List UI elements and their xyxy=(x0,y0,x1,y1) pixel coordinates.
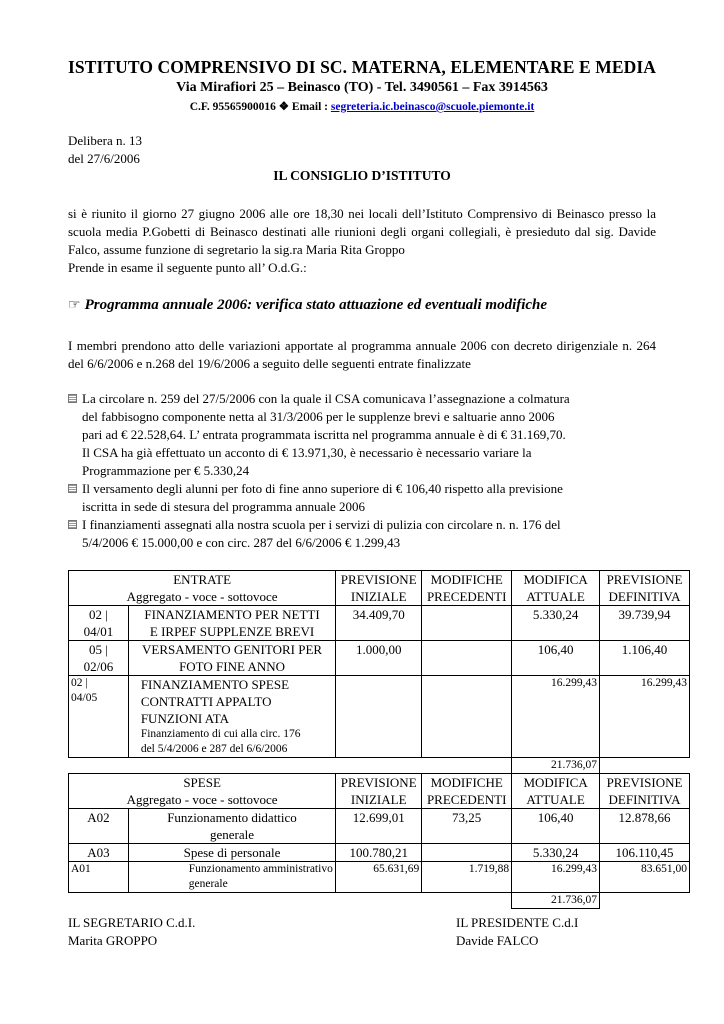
spacer xyxy=(69,893,512,909)
total-row xyxy=(69,893,690,909)
row-code: A03 xyxy=(69,844,129,862)
spese-table xyxy=(68,773,690,909)
desc-line: E IRPEF SUPPLENZE BREVI xyxy=(149,624,315,639)
cell-attuale: 5.330,24 xyxy=(512,844,600,862)
cell-attuale: 106,40 xyxy=(512,641,600,676)
cell-iniziale xyxy=(336,676,422,758)
table-row xyxy=(69,606,690,641)
secretary-role: IL SEGRETARIO C.d.I. xyxy=(68,915,196,930)
row-code: A01 xyxy=(69,862,129,893)
desc-note: Finanziamento di cui alla circ. 176 xyxy=(140,728,301,740)
president-role: IL PRESIDENTE C.d.I xyxy=(456,915,579,930)
table-header-row xyxy=(69,571,690,606)
header-label: ATTUALE xyxy=(526,589,585,604)
entrate-header xyxy=(69,571,336,606)
header-modifiche-precedenti xyxy=(422,571,512,606)
list-item xyxy=(68,480,668,516)
entrate-table xyxy=(68,570,690,774)
spese-header xyxy=(69,774,336,809)
body-paragraph: I membri prendono atto delle variazioni apportate al programma annuale 2006 con decreto dirigenziale n. 264 del 6/6/2006 e n.268 del 19/6/2006 a seguito delle seguenti entrate finalizzate xyxy=(68,338,656,371)
header-label: PREVISIONE xyxy=(606,775,683,790)
row-code xyxy=(69,606,129,641)
header-label: ENTRATE xyxy=(173,572,232,587)
table-row xyxy=(69,641,690,676)
spacer xyxy=(600,758,690,774)
bullet-line: pari ad € 22.528,64. L’ entrata programmata iscritta nel programma annuale è di € 31.169,70. xyxy=(82,427,566,442)
school-address: Via Mirafiori 25 – Beinasco (TO) - Tel. 3490561 – Fax 3914563 xyxy=(176,80,548,95)
header-modifica-attuale xyxy=(512,774,600,809)
school-contacts xyxy=(0,99,724,113)
desc-line: generale xyxy=(209,827,255,842)
bullet-icon xyxy=(68,484,77,493)
bullet-icon xyxy=(68,394,77,403)
header-label: MODIFICHE xyxy=(430,572,503,587)
pointing-hand-icon: ☞ xyxy=(68,298,81,313)
table-row xyxy=(69,844,690,862)
code-part: 02/06 xyxy=(83,659,114,674)
table-row xyxy=(69,809,690,844)
bullet-line: I finanziamenti assegnati alla nostra scuola per i servizi di pulizia con circolare n. n. 176 del xyxy=(82,517,561,532)
cell-precedenti: 1.719,88 xyxy=(422,862,512,893)
secretary-signature xyxy=(68,914,195,950)
header-previsione-definitiva xyxy=(600,571,690,606)
cell-attuale: 106,40 xyxy=(512,809,600,844)
list-item xyxy=(68,516,668,552)
desc-note: del 5/4/2006 e 287 del 6/6/2006 xyxy=(140,743,288,755)
table-row xyxy=(69,862,690,893)
bullet-line: del fabbisogno componente netta al 31/3/2006 per le supplenze brevi e saltuarie anno 2006 xyxy=(82,409,555,424)
cell-iniziale: 34.409,70 xyxy=(336,606,422,641)
desc-line: Funzionamento didattico xyxy=(167,810,297,825)
header-label: Aggregato - voce - sottovoce xyxy=(126,589,278,604)
cell-attuale: 16.299,43 xyxy=(512,862,600,893)
delibera-block xyxy=(68,132,142,168)
header-modifica-attuale xyxy=(512,571,600,606)
school-name: ISTITUTO COMPRENSIVO DI SC. MATERNA, ELEMENTARE E MEDIA xyxy=(67,57,657,77)
cell-definitiva: 39.739,94 xyxy=(600,606,690,641)
desc-line: generale xyxy=(188,878,228,890)
section-heading xyxy=(68,296,547,314)
president-name: Davide FALCO xyxy=(456,933,539,948)
cell-definitiva: 83.651,00 xyxy=(600,862,690,893)
header-label: MODIFICA xyxy=(523,775,588,790)
email-label: Email : xyxy=(291,101,329,113)
cell-attuale: 16.299,43 xyxy=(512,676,600,758)
bullet-line: Programmazione per € 5.330,24 xyxy=(82,463,250,478)
header-label: INIZIALE xyxy=(350,589,407,604)
cell-iniziale: 65.631,69 xyxy=(336,862,422,893)
header-label: Aggregato - voce - sottovoce xyxy=(126,792,278,807)
diamond-icon: ❖ xyxy=(278,101,290,113)
header-label: DEFINITIVA xyxy=(608,589,681,604)
total-cell: 21.736,07 xyxy=(512,758,600,774)
desc-line: VERSAMENTO GENITORI PER xyxy=(141,642,323,657)
header-previsione-iniziale xyxy=(336,571,422,606)
spacer xyxy=(600,893,690,909)
cell-iniziale: 12.699,01 xyxy=(336,809,422,844)
code-part: 02 | xyxy=(88,607,108,622)
spacer xyxy=(69,758,512,774)
row-code xyxy=(69,676,129,758)
cell-iniziale: 100.780,21 xyxy=(336,844,422,862)
bullet-list xyxy=(68,390,668,552)
cell-precedenti xyxy=(422,676,512,758)
row-description xyxy=(128,862,335,893)
intro-paragraph: si è riunito il giorno 27 giugno 2006 alle ore 18,30 nei locali dell’Istituto Comprensivo di Beinasco presso la scuola media P.Gobetti di Beinasco destinati alle riunioni degli organi collegiali, è presieduto dal sig. Davide Falco, assume funzione di segretario la sig.ra Maria Rita Groppo xyxy=(68,206,656,257)
cell-precedenti xyxy=(422,606,512,641)
total-cell: 21.736,07 xyxy=(512,893,600,909)
header-previsione-definitiva xyxy=(600,774,690,809)
bullet-icon xyxy=(68,520,77,529)
cell-precedenti xyxy=(422,844,512,862)
cell-definitiva: 12.878,66 xyxy=(600,809,690,844)
bullet-line: Il versamento degli alunni per foto di fine anno superiore di € 106,40 rispetto alla previsione xyxy=(82,481,563,496)
code-part: 04/01 xyxy=(83,624,114,639)
header-label: PREVISIONE xyxy=(340,572,417,587)
total-row xyxy=(69,758,690,774)
header-previsione-iniziale xyxy=(336,774,422,809)
table-row xyxy=(69,676,690,758)
desc-line: FUNZIONI ATA xyxy=(140,711,229,726)
header-label: INIZIALE xyxy=(350,792,407,807)
council-heading: IL CONSIGLIO D’ISTITUTO xyxy=(273,168,451,183)
row-description xyxy=(128,844,335,862)
bullet-line: iscritta in sede di stesura del programma annuale 2006 xyxy=(82,499,366,514)
row-description xyxy=(128,606,335,641)
desc-line: FOTO FINE ANNO xyxy=(179,659,285,674)
header-label: SPESE xyxy=(183,775,221,790)
header-label: MODIFICA xyxy=(523,572,588,587)
bullet-line: 5/4/2006 € 15.000,00 e con circ. 287 del 6/6/2006 € 1.299,43 xyxy=(82,535,401,550)
cell-definitiva: 1.106,40 xyxy=(600,641,690,676)
code-part: 02 | xyxy=(71,677,88,689)
code-part: 05 | xyxy=(88,642,108,657)
bullet-line: Il CSA ha già effettuato un acconto di € 13.971,30, è necessario è necessario variare la xyxy=(82,445,532,460)
secretary-name: Marita GROPPO xyxy=(68,933,158,948)
header-modifiche-precedenti xyxy=(422,774,512,809)
cell-precedenti: 73,25 xyxy=(422,809,512,844)
desc-line: CONTRATTI APPALTO xyxy=(140,694,272,709)
list-item xyxy=(68,390,668,480)
header-label: PRECEDENTI xyxy=(426,589,507,604)
code-part: 04/05 xyxy=(71,692,98,704)
row-description xyxy=(128,676,335,758)
cell-precedenti xyxy=(422,641,512,676)
header-label: MODIFICHE xyxy=(430,775,503,790)
desc-line: FINANZIAMENTO SPESE xyxy=(140,677,290,692)
header-label: PREVISIONE xyxy=(340,775,417,790)
desc-line: FINANZIAMENTO PER NETTI xyxy=(144,607,320,622)
header-label: ATTUALE xyxy=(526,792,585,807)
row-code: A02 xyxy=(69,809,129,844)
table-header-row xyxy=(69,774,690,809)
row-description xyxy=(128,809,335,844)
cell-definitiva: 106.110,45 xyxy=(600,844,690,862)
bullet-line: La circolare n. 259 del 27/5/2006 con la quale il CSA comunicava l’assegnazione a colmatura xyxy=(82,391,570,406)
president-signature xyxy=(456,914,578,950)
delibera-number: Delibera n. 13 xyxy=(68,133,143,148)
email-link[interactable]: segreteria.ic.beinasco@scuole.piemonte.it xyxy=(330,101,535,113)
header-label: PREVISIONE xyxy=(606,572,683,587)
delibera-date: del 27/6/2006 xyxy=(68,151,140,166)
cell-attuale: 5.330,24 xyxy=(512,606,600,641)
agenda-line: Prende in esame il seguente punto all’ O.d.G.: xyxy=(68,260,307,275)
cell-iniziale: 1.000,00 xyxy=(336,641,422,676)
header-label: PRECEDENTI xyxy=(426,792,507,807)
row-code xyxy=(69,641,129,676)
desc-line: Funzionamento amministrativo xyxy=(188,863,333,875)
row-description xyxy=(128,641,335,676)
desc-line: Spese di personale xyxy=(183,845,281,860)
section-title: Programma annuale 2006: verifica stato attuazione ed eventuali modifiche xyxy=(84,297,548,313)
header-label: DEFINITIVA xyxy=(608,792,681,807)
cell-definitiva: 16.299,43 xyxy=(600,676,690,758)
tax-code: C.F. 95565900016 xyxy=(189,101,276,113)
